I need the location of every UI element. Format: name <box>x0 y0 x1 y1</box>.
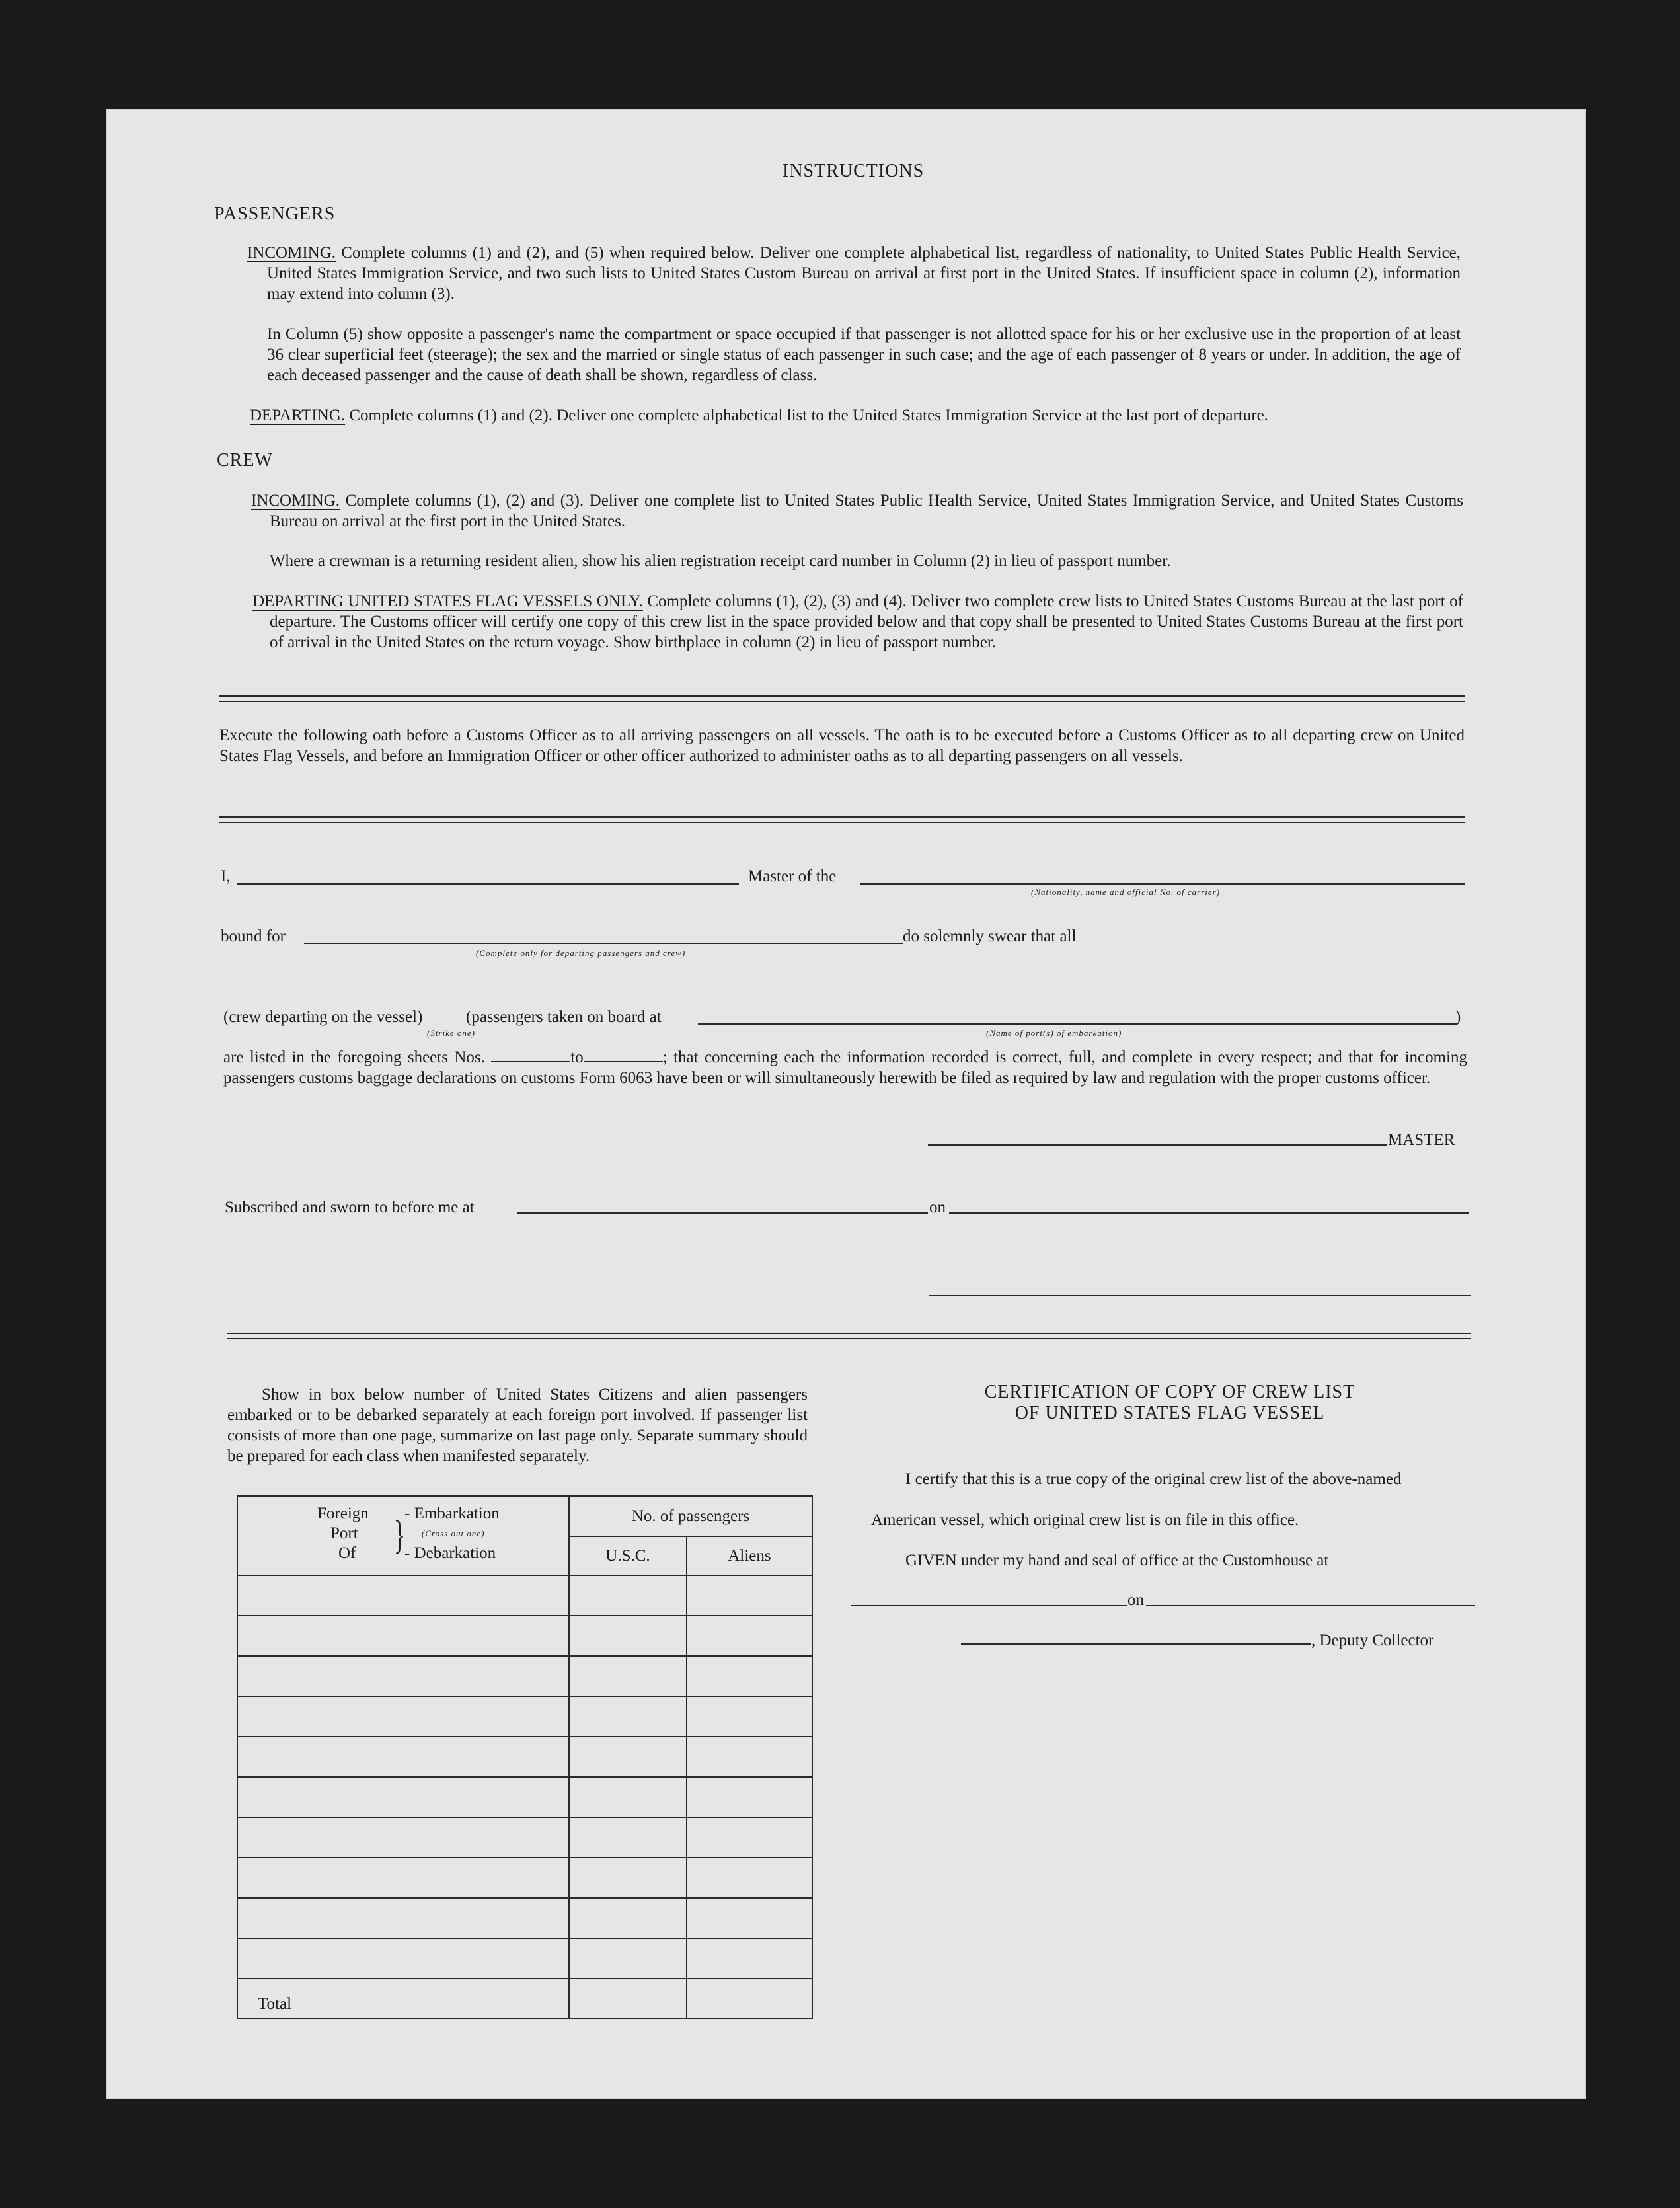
summary-instructions: Show in box below number of United States Citizens and alien passengers embarked or to be debarked separately at each foreign port involved. If passenger list consists of more than one page, summarize on last page only. Separate summary should be prepared for each class when manifested separately. <box>227 1386 808 1465</box>
certification-title <box>853 1382 1487 1424</box>
sworn-date-field[interactable] <box>949 1212 1469 1214</box>
officer-signature-field[interactable] <box>929 1295 1471 1296</box>
port-cell[interactable] <box>237 1777 569 1817</box>
oath-listed-paragraph <box>223 1047 1467 1088</box>
embarkation-label: - Embarkation <box>404 1505 500 1522</box>
usc-cell[interactable] <box>569 1616 687 1656</box>
aliens-cell[interactable] <box>687 1616 812 1656</box>
deputy-collector-signature-field[interactable] <box>961 1643 1311 1645</box>
ports-caption: (Name of port(s) of embarkation) <box>986 1028 1122 1038</box>
no-of-passengers-header: No. of passengers <box>569 1496 812 1536</box>
port-cell[interactable] <box>237 1817 569 1858</box>
table-row <box>237 1696 812 1737</box>
usc-cell[interactable] <box>569 1696 687 1737</box>
table-row <box>237 1898 812 1938</box>
certification-title-line2: OF UNITED STATES FLAG VESSEL <box>1014 1403 1325 1423</box>
passengers-departing-text: Complete columns (1) and (2). Deliver one complete alphabetical list to the United States Immigration Service at the last port of departure. <box>349 407 1268 424</box>
aliens-cell[interactable] <box>687 1737 812 1777</box>
customhouse-field[interactable] <box>851 1605 1127 1606</box>
oath-listed-text: ; that concerning each the information recorded is correct, full, and complete in every respect; and that for incoming passengers customs baggage declarations on customs Form 6063 have been or will simultaneously herewith be filed as required by law and regulation with the proper customs officer. <box>223 1048 1468 1087</box>
crew-incoming-paragraph <box>251 491 1464 532</box>
master-name-field[interactable] <box>237 883 739 885</box>
column5-paragraph: In Column (5) show opposite a passenger's name the compartment or space occupied if that passenger is not allotted space for his or her exclusive use in the proportion of at least 36 clear superficial feet (steerage); the sex and the married or single status of each passenger in such case; and the age of each passenger of 8 years or under. In addition, the age of each deceased passenger and the cause of death shall be shown, regardless of class. <box>267 325 1461 384</box>
cert-date-field[interactable] <box>1146 1605 1475 1606</box>
aliens-cell[interactable] <box>687 1656 812 1696</box>
passengers-departing-paragraph <box>250 405 1466 426</box>
port-cell[interactable] <box>237 1858 569 1898</box>
passengers-incoming-paragraph <box>247 243 1461 304</box>
cross-out-caption: (Cross out one) <box>422 1528 485 1538</box>
sworn-on-label: on <box>929 1199 946 1216</box>
carrier-field[interactable] <box>860 883 1465 885</box>
passenger-summary-table <box>237 1495 813 2019</box>
master-label: MASTER <box>1388 1131 1455 1149</box>
port-cell[interactable] <box>237 1575 569 1616</box>
total-row <box>237 1979 812 2018</box>
aliens-cell[interactable] <box>687 1696 812 1737</box>
master-of-label: Master of the <box>748 867 837 885</box>
close-paren: ) <box>1455 1008 1461 1026</box>
passengers-departing-label: DEPARTING. <box>250 407 346 424</box>
passengers-taken-option: (passengers taken on board at <box>466 1008 662 1026</box>
crew-departing-paragraph <box>252 591 1463 652</box>
aliens-cell[interactable] <box>687 1817 812 1858</box>
bound-for-label: bound for <box>221 927 286 945</box>
table-row <box>237 1777 812 1817</box>
port-cell[interactable] <box>237 1938 569 1979</box>
usc-cell[interactable] <box>569 1737 687 1777</box>
crew-departing-label: DEPARTING UNITED STATES FLAG VESSELS ONLY. <box>252 592 643 610</box>
of-label: Of <box>338 1544 356 1562</box>
section-divider <box>219 695 1465 702</box>
usc-header: U.S.C. <box>569 1536 687 1575</box>
sheet-from-field[interactable] <box>491 1049 570 1062</box>
aliens-cell[interactable] <box>687 1898 812 1938</box>
table-row <box>237 1817 812 1858</box>
oath-i-label: I, <box>221 867 231 885</box>
brace-icon: } <box>393 1513 406 1557</box>
aliens-cell[interactable] <box>687 1858 812 1898</box>
oath-intro: Execute the following oath before a Customs Officer as to all arriving passengers on all vessels. The oath is to be executed before a Customs Officer as to all departing crew on United States Flag Vessels, and before an Immigration Officer or other officer authorized to administer oaths as to all departing passengers on all vessels. <box>219 727 1465 765</box>
cert-on-label: on <box>1127 1591 1144 1609</box>
debarkation-label: - Debarkation <box>404 1544 496 1562</box>
aliens-cell[interactable] <box>687 1575 812 1616</box>
sworn-place-field[interactable] <box>517 1212 928 1214</box>
port-cell[interactable] <box>237 1616 569 1656</box>
table-header-row <box>237 1496 812 1536</box>
sheet-to-field[interactable] <box>584 1049 663 1062</box>
usc-cell[interactable] <box>569 1777 687 1817</box>
total-aliens-cell[interactable] <box>687 1979 812 2018</box>
aliens-cell[interactable] <box>687 1777 812 1817</box>
usc-cell[interactable] <box>569 1817 687 1858</box>
crew-incoming-text: Complete columns (1), (2) and (3). Deliver one complete list to United States Public Health Service, United States Immigration Service, and United States Customs Bureau on arrival at the first port in the United States. <box>270 492 1464 530</box>
crew-resident-paragraph: Where a crewman is a returning resident alien, show his alien registration receipt card number in Column (2) in lieu of passport number. <box>270 552 1171 570</box>
section-divider <box>219 816 1465 823</box>
table-row <box>237 1656 812 1696</box>
deputy-collector-label: , Deputy Collector <box>1311 1632 1434 1649</box>
aliens-cell[interactable] <box>687 1938 812 1979</box>
total-label: Total <box>237 1979 569 2018</box>
port-cell[interactable] <box>237 1898 569 1938</box>
page-title: INSTRUCTIONS <box>783 161 925 181</box>
master-signature-field[interactable] <box>928 1144 1387 1146</box>
crew-incoming-label: INCOMING. <box>251 492 340 510</box>
swear-label: do solemnly swear that all <box>903 927 1077 945</box>
sheets-label: are listed in the foregoing sheets Nos. <box>223 1048 485 1066</box>
table-row <box>237 1737 812 1777</box>
ports-field[interactable] <box>698 1023 1457 1025</box>
table-row <box>237 1858 812 1898</box>
table-row <box>237 1575 812 1616</box>
usc-cell[interactable] <box>569 1938 687 1979</box>
port-cell[interactable] <box>237 1737 569 1777</box>
port-cell[interactable] <box>237 1696 569 1737</box>
crew-departing-text: Complete columns (1), (2), (3) and (4). Deliver two complete crew lists to United States Customs Bureau at the last port of departure. The Customs officer will certify one copy of this crew list in the space provided below and that copy shall be presented to United States Customs Bureau at the first port of arrival in the United States on the return voyage. Show birthplace in column (2) in lieu of passport number. <box>270 592 1463 651</box>
port-label: Port <box>330 1524 358 1542</box>
usc-cell[interactable] <box>569 1575 687 1616</box>
table-row <box>237 1616 812 1656</box>
foreign-label: Foreign <box>317 1505 369 1522</box>
carrier-caption: (Nationality, name and official No. of carrier) <box>1031 887 1221 897</box>
bound-for-field[interactable] <box>304 943 903 944</box>
certify-line2: American vessel, which original crew list is on file in this office. <box>871 1511 1299 1529</box>
crew-departing-option: (crew departing on the vessel) <box>223 1008 423 1026</box>
aliens-header: Aliens <box>687 1536 812 1575</box>
given-line: GIVEN under my hand and seal of office at the Customhouse at <box>905 1552 1329 1569</box>
total-usc-cell[interactable] <box>569 1979 687 2018</box>
strike-caption: (Strike one) <box>427 1028 476 1038</box>
port-cell[interactable] <box>237 1656 569 1696</box>
usc-cell[interactable] <box>569 1656 687 1696</box>
sheets-to-label: to <box>570 1048 584 1066</box>
foreign-port-header <box>237 1496 569 1575</box>
subscribed-label: Subscribed and sworn to before me at <box>225 1199 475 1216</box>
certification-title-line1: CERTIFICATION OF COPY OF CREW LIST <box>984 1382 1355 1402</box>
usc-cell[interactable] <box>569 1898 687 1938</box>
crew-heading: CREW <box>217 450 273 471</box>
passengers-incoming-label: INCOMING. <box>247 244 336 262</box>
passengers-incoming-text: Complete columns (1) and (2), and (5) when required below. Deliver one complete alphabetical list, regardless of nationality, to United States Public Health Service, United States Immigration Service, and two such lists to United States Custom Bureau on arrival at first port in the United States. If insufficient space in column (2), information may extend into column (3). <box>267 244 1461 303</box>
usc-cell[interactable] <box>569 1858 687 1898</box>
section-divider <box>227 1333 1471 1339</box>
departing-caption: (Complete only for departing passengers and crew) <box>476 948 686 958</box>
certify-line1: I certify that this is a true copy of the original crew list of the above-named <box>905 1470 1402 1488</box>
passengers-heading: PASSENGERS <box>214 204 336 224</box>
table-row <box>237 1938 812 1979</box>
